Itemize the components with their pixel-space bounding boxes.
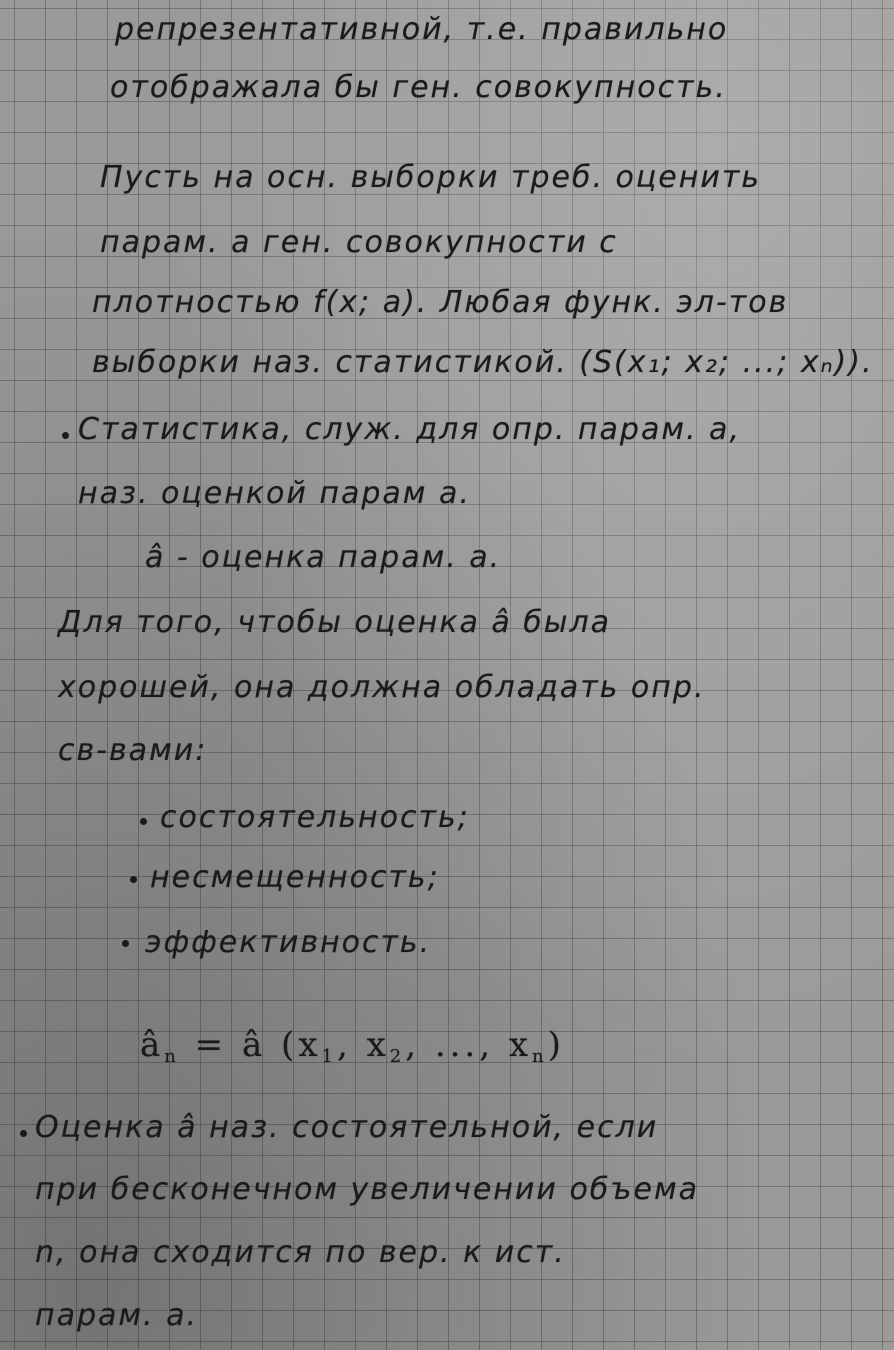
text-line: Статистика, служ. для опр. парам. a, xyxy=(78,412,741,447)
text-line: Оценка â наз. состоятельной, если xyxy=(35,1110,659,1145)
text-line: выборки наз. статистикой. (S(x₁; x₂; ...; xₙ)). xyxy=(92,345,874,380)
formula-x2-sub: 2 xyxy=(389,1046,406,1067)
list-item: состоятельность; xyxy=(160,800,470,835)
formula-lhs-sub: n xyxy=(164,1046,180,1067)
text-line: при бесконечном увеличении объема xyxy=(35,1172,699,1207)
text-line: парам. a ген. совокупности с xyxy=(100,225,618,260)
bullet-dot xyxy=(62,432,69,439)
formula-x1-sub: 1 xyxy=(321,1046,337,1067)
text-line: Для того, чтобы оценка â была xyxy=(58,605,612,640)
bullet-dot xyxy=(130,876,137,883)
text-line: наз. оценкой парам a. xyxy=(78,476,471,511)
formula-mid: , ..., x xyxy=(405,1025,533,1065)
formula-sep: , x xyxy=(336,1025,390,1065)
bullet-dot xyxy=(20,1130,27,1137)
list-item: эффективность. xyxy=(145,925,432,960)
bullet-dot xyxy=(140,818,147,825)
formula-close: ) xyxy=(547,1025,565,1065)
text-line: n, она сходится по вер. к ист. xyxy=(35,1235,566,1270)
formula-lhs: â xyxy=(140,1025,165,1065)
bullet-dot xyxy=(122,940,129,947)
text-line: св-вами: xyxy=(58,733,208,768)
text-line: хорошей, она должна обладать опр. xyxy=(58,670,706,705)
text-line: плотностью f(x; a). Любая функ. эл-тов xyxy=(92,285,789,320)
text-line: Пусть на осн. выборки треб. оценить xyxy=(100,160,762,195)
text-line: парам. a. xyxy=(35,1298,199,1333)
text-line: отображала бы ген. совокупность. xyxy=(110,70,727,105)
estimator-formula xyxy=(140,1025,565,1067)
text-line: â - оценка парам. a. xyxy=(145,540,502,575)
formula-eq: = â (x xyxy=(179,1025,322,1065)
list-item: несмещенность; xyxy=(150,860,440,895)
text-line: репрезентативной, т.е. правильно xyxy=(115,12,729,47)
formula-xn-sub: n xyxy=(532,1046,548,1067)
